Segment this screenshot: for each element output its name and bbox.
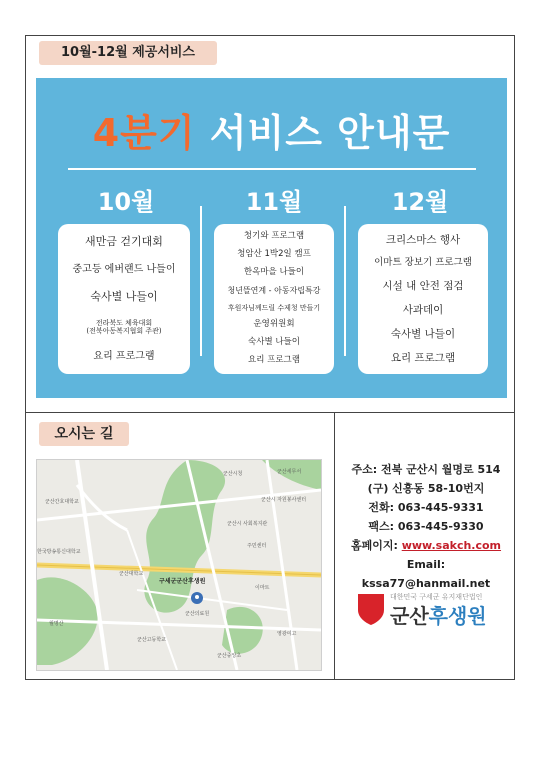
map-label: 군산대학교 [119,571,144,577]
poster-title-rest: 서비스 안내문 [209,111,451,155]
contact-info [346,460,506,593]
map-label: 군산시청 [223,471,243,477]
map-graphic [37,460,321,670]
map-label: 군산고등학교 [137,637,166,643]
program-item: 숙사별 나들이 [390,328,456,341]
program-item: 숙사별 나들이 [248,337,300,348]
program-card-dec [358,224,488,374]
section-header-directions: 오시는 길 [39,422,129,446]
logo-name-left: 군산 [390,604,429,628]
program-item: 중고등 에버랜드 나들이 [72,263,176,275]
section-header-services: 10월-12월 제공서비스 [39,41,217,65]
program-item: 전라북도 체육대회 (전북아동복지협회 주관) [86,319,162,336]
map-label: 이마트 [255,585,270,591]
section-divider [334,412,335,680]
logo-name-right: 후생원 [428,604,487,628]
program-item: 사과데이 [402,304,444,317]
program-item: 청년뜰연계 - 아동자립특강 [227,286,321,296]
poster-title-accent: 4분기 [92,111,196,155]
program-item: 운영위원회 [253,318,295,329]
program-card-oct [58,224,190,374]
month-heading-dec: 12월 [391,188,449,216]
program-item: 요리 프로그램 [248,355,300,366]
program-item: 한옥마을 나들이 [243,267,305,278]
program-item: 요리 프로그램 [93,350,155,362]
homepage-link[interactable]: www.sakch.com [401,539,502,552]
program-card-nov [214,224,334,374]
email[interactable]: Email: kssa77@hanmail.net [361,558,491,590]
map-label: 영광여고 [277,631,297,637]
program-item: 크리스마스 행사 [385,233,461,246]
old-address: (구) 신흥동 58-10번지 [367,482,485,495]
map-label: 월명산 [49,621,64,627]
location-map[interactable] [36,459,322,671]
poster-divider [68,168,476,170]
homepage-label: 홈페이지: [350,539,402,552]
map-label: 군산세무서 [277,469,302,475]
program-item: 요리 프로그램 [390,351,456,364]
program-item: 청암산 1박2일 캠프 [237,249,311,260]
program-item: 시설 내 안전 점검 [382,280,464,293]
program-item: 새만금 걷기대회 [85,234,163,248]
address: 주소: 전북 군산시 월명로 514 [351,463,501,476]
map-label: 군산시 사회복지관 [227,521,268,527]
map-marker-label: 구세군군산후생원 [159,578,206,585]
map-label: 한국방송통신대학교 [37,549,81,555]
program-item: 후원자님께드릴 수제청 만들기 [227,303,321,312]
column-divider [200,206,202,356]
program-item: 청기와 프로그램 [243,231,305,242]
map-label: 군산간호대학교 [45,499,79,505]
homepage [346,536,506,555]
month-heading-nov: 11월 [245,188,303,216]
map-label: 군산의료원 [185,611,210,617]
salvation-army-shield-icon [356,592,386,626]
month-heading-oct: 10월 [97,188,155,216]
map-label: 군산중앙초 [217,653,242,659]
logo-subtitle: 대한민국 구세군 유지재단법인 [390,593,483,601]
service-poster [36,78,507,398]
fax: 팩스: 063-445-9330 [368,520,484,533]
column-divider [344,206,346,356]
map-label: 주민센터 [247,543,267,549]
poster-title [36,102,507,157]
map-label: 군산시 자원봉사센터 [261,497,307,503]
organization-logo [356,592,506,626]
logo-name [390,600,487,629]
program-item: 이마트 장보기 프로그램 [374,256,472,268]
phone: 전화: 063-445-9331 [368,501,484,514]
program-item: 숙사별 나들이 [90,289,158,303]
